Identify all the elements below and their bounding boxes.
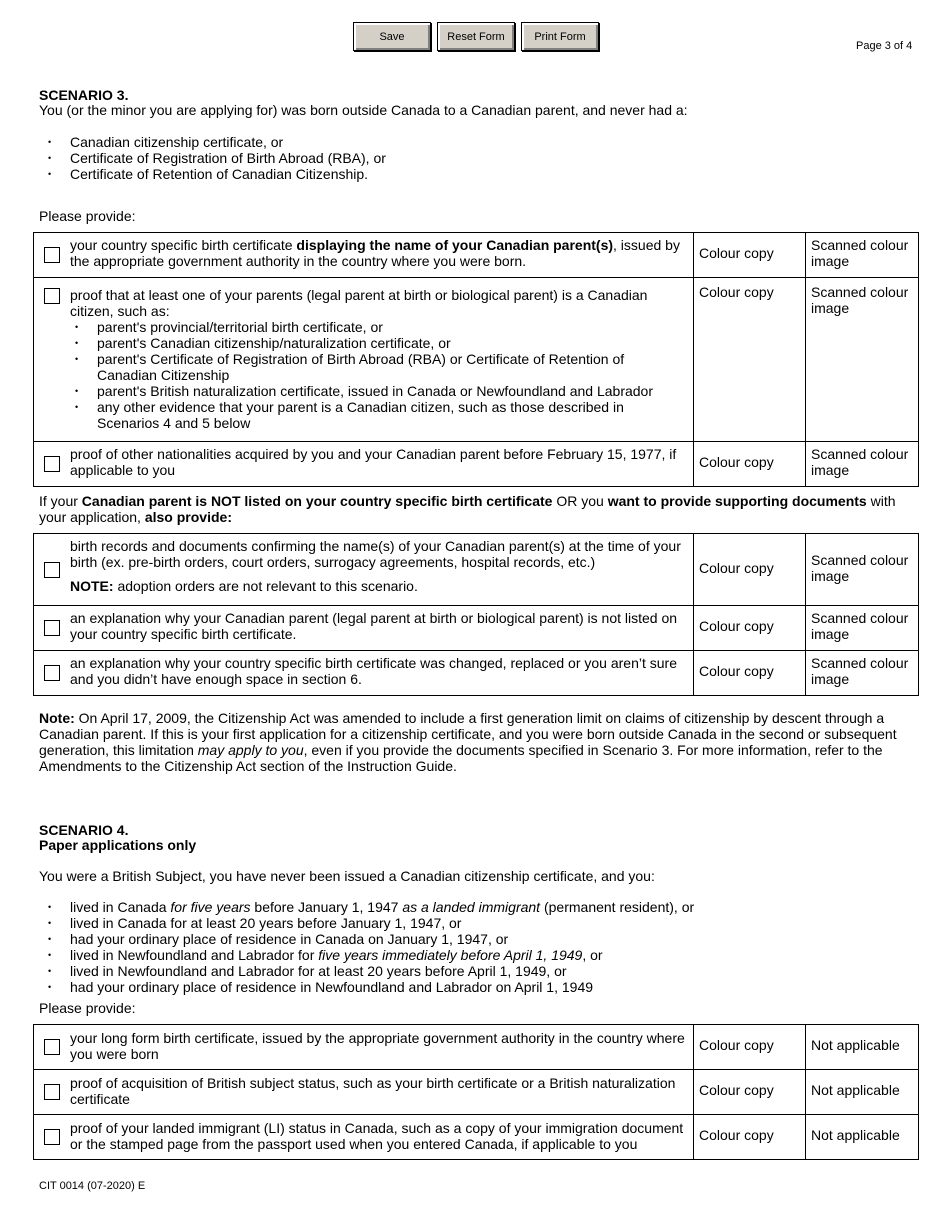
text: lived in Canada <box>70 899 171 915</box>
checkbox[interactable] <box>44 562 60 578</box>
format-online: Not applicable <box>811 1037 900 1053</box>
table-row <box>34 606 919 651</box>
form-code-footer: CIT 0014 (07-2020) E <box>39 1180 146 1192</box>
list-item <box>39 899 909 915</box>
note <box>70 578 687 594</box>
table-row <box>34 1025 919 1070</box>
text: , even if you provide the documents specified in Scenario 3. For more information, refer to the Amendments to the Citizenship Act section of the Instruction Guide. <box>39 742 883 774</box>
text: OR you <box>552 493 608 509</box>
reset-form-button[interactable]: Reset Form <box>437 22 515 51</box>
scenario3-documents-table <box>33 232 919 487</box>
text: On April 17, 2009, the Citizenship Act was amended to include a first generation limit on claims of citizenship by descent through a Canadian parent. If this is your first application for a citizenship certificate, and you were born outside Canada in the second or subsequent generation, this limitation <box>39 710 897 758</box>
table-row <box>34 1115 919 1160</box>
document-description: proof of other nationalities acquired by you and your Canadian parent before February 15, 1977, if applicable to you <box>70 446 677 478</box>
table-cell <box>694 1115 806 1160</box>
checkbox[interactable] <box>44 1084 60 1100</box>
checkbox[interactable] <box>44 1039 60 1055</box>
format-paper: Colour copy <box>699 1127 774 1143</box>
list-item: • parent's provincial/territorial birth certificate, or <box>66 319 687 335</box>
table-cell <box>806 606 919 651</box>
table-cell <box>694 233 806 278</box>
format-paper: Colour copy <box>699 618 774 634</box>
text-bold: also provide: <box>144 509 232 525</box>
scenario4-title: SCENARIO 4. <box>39 822 129 838</box>
conditional-instruction <box>39 493 919 525</box>
scenario4-please-provide: Please provide: <box>39 1000 136 1016</box>
text-italic: as a landed immigrant <box>402 899 541 915</box>
text: proof that at least one of your parents (legal parent at birth or biological parent) is a Canadian citizen, such as: <box>70 287 648 319</box>
list-item: • had your ordinary place of residence in Canada on January 1, 1947, or <box>39 931 909 947</box>
format-online: Scanned colour image <box>811 655 909 687</box>
table-row <box>34 278 919 442</box>
text: If your <box>39 493 82 509</box>
scenario3-bullets <box>39 134 899 182</box>
table-cell <box>34 534 694 606</box>
table-cell <box>34 606 694 651</box>
checkbox[interactable] <box>44 247 60 263</box>
format-paper: Colour copy <box>699 560 774 576</box>
table-row <box>34 1070 919 1115</box>
list-item: • had your ordinary place of residence in Newfoundland and Labrador on April 1, 1949 <box>39 979 909 995</box>
text-italic: five years immediately before April 1, 1949 <box>318 947 583 963</box>
scenario4-bullets <box>39 899 909 995</box>
format-online: Scanned colour image <box>811 610 909 642</box>
note-label: Note: <box>39 710 75 726</box>
table-row <box>34 233 919 278</box>
format-paper: Colour copy <box>699 454 774 470</box>
text-italic: may apply to you <box>197 742 304 758</box>
text: , issued by the appropriate government authority in the country where you were born. <box>70 237 680 269</box>
table-cell <box>694 534 806 606</box>
text-bold: displaying the name of your Canadian parent(s) <box>296 237 614 253</box>
format-paper: Colour copy <box>699 663 774 679</box>
document-description: an explanation why your Canadian parent (legal parent at birth or biological parent) is not listed on your country specific birth certificate. <box>70 610 678 642</box>
print-form-button[interactable]: Print Form <box>521 22 599 51</box>
document-description <box>70 287 693 431</box>
citizenship-act-note <box>39 710 914 774</box>
table-row <box>34 651 919 696</box>
text: adoption orders are not relevant to this scenario. <box>113 578 418 594</box>
scenario4-subtitle: Paper applications only <box>39 837 197 853</box>
table-cell <box>34 278 694 442</box>
format-online: Not applicable <box>811 1127 900 1143</box>
checkbox[interactable] <box>44 288 60 304</box>
scenario3-please-provide: Please provide: <box>39 208 136 224</box>
table-cell <box>806 1025 919 1070</box>
list-item: • parent's Certificate of Registration of Birth Abroad (RBA) or Certificate of Retention of Canadian Citizenship <box>66 351 687 383</box>
text: birth records and documents confirming the name(s) of your Canadian parent(s) at the time of your birth (ex. pre-birth orders, court orders, surrogacy agreements, hospital records, etc.) <box>70 538 681 570</box>
document-description: an explanation why your country specific birth certificate was changed, replaced or you aren’t sure and you didn’t have enough space in section 6. <box>70 655 677 687</box>
text: your country specific birth certificate <box>70 237 297 253</box>
table-cell <box>34 1025 694 1070</box>
scenario3-supporting-table <box>33 533 919 696</box>
table-cell <box>806 1115 919 1160</box>
scenario3-title: SCENARIO 3. <box>39 87 129 103</box>
table-cell <box>806 534 919 606</box>
table-cell <box>694 1070 806 1115</box>
table-cell <box>694 1025 806 1070</box>
document-description <box>70 237 693 269</box>
scenario4-documents-table <box>33 1024 919 1160</box>
list-item: • Certificate of Retention of Canadian Citizenship. <box>39 166 899 182</box>
text-bold: Canadian parent is NOT listed on your country specific birth certificate <box>81 493 553 509</box>
format-online: Scanned colour image <box>811 552 909 584</box>
text-italic: for five years <box>170 899 251 915</box>
list-item: • any other evidence that your parent is a Canadian citizen, such as those described in Scenarios 4 and 5 below <box>66 399 687 431</box>
format-online: Scanned colour image <box>811 284 909 316</box>
document-description: proof of your landed immigrant (LI) status in Canada, such as a copy of your immigration document or the stamped page from the passport used when you entered Canada, if applicable to you <box>70 1120 684 1152</box>
table-cell <box>34 442 694 487</box>
table-cell <box>694 278 806 442</box>
document-description: proof of acquisition of British subject status, such as your birth certificate or a British naturalization certificate <box>70 1075 676 1107</box>
scenario4-intro: You were a British Subject, you have never been issued a Canadian citizenship certificate, and you: <box>39 868 655 884</box>
list-item: • parent's British naturalization certificate, issued in Canada or Newfoundland and Labrador <box>66 383 687 399</box>
document-description: your long form birth certificate, issued by the appropriate government authority in the country where you were born <box>70 1030 685 1062</box>
table-cell <box>34 1070 694 1115</box>
list-item: • lived in Canada for at least 20 years before January 1, 1947, or <box>39 915 909 931</box>
list-item: • Canadian citizenship certificate, or <box>39 134 899 150</box>
format-paper: Colour copy <box>699 284 774 300</box>
format-paper: Colour copy <box>699 1082 774 1098</box>
page-number: Page 3 of 4 <box>856 40 913 52</box>
format-paper: Colour copy <box>699 245 774 261</box>
table-cell <box>806 651 919 696</box>
table-cell <box>694 651 806 696</box>
text: lived in Newfoundland and Labrador for <box>70 947 319 963</box>
text: , or <box>582 947 603 963</box>
save-button[interactable]: Save <box>353 22 431 51</box>
format-online: Scanned colour image <box>811 237 909 269</box>
table-cell <box>806 233 919 278</box>
parent-proof-list <box>66 319 687 431</box>
table-cell <box>806 1070 919 1115</box>
table-row <box>34 534 919 606</box>
scenario3-intro: You (or the minor you are applying for) was born outside Canada to a Canadian parent, and never had a: <box>39 102 688 118</box>
text: (permanent resident), or <box>540 899 695 915</box>
format-paper: Colour copy <box>699 1037 774 1053</box>
note-label: NOTE: <box>70 578 114 594</box>
table-cell <box>34 651 694 696</box>
document-description <box>70 538 693 594</box>
table-cell <box>694 606 806 651</box>
table-cell <box>806 442 919 487</box>
list-item <box>39 947 909 963</box>
text-bold: want to provide supporting documents <box>607 493 867 509</box>
table-cell <box>34 233 694 278</box>
checkbox[interactable] <box>44 456 60 472</box>
text: with your application, <box>39 493 896 525</box>
checkbox[interactable] <box>44 620 60 636</box>
list-item: • Certificate of Registration of Birth Abroad (RBA), or <box>39 150 899 166</box>
text: before January 1, 1947 <box>250 899 403 915</box>
table-cell <box>34 1115 694 1160</box>
table-cell <box>694 442 806 487</box>
table-row <box>34 442 919 487</box>
list-item: • parent's Canadian citizenship/naturalization certificate, or <box>66 335 687 351</box>
checkbox[interactable] <box>44 665 60 681</box>
format-online: Scanned colour image <box>811 446 909 478</box>
checkbox[interactable] <box>44 1129 60 1145</box>
table-cell <box>806 278 919 442</box>
format-online: Not applicable <box>811 1082 900 1098</box>
list-item: • lived in Newfoundland and Labrador for at least 20 years before April 1, 1949, or <box>39 963 909 979</box>
